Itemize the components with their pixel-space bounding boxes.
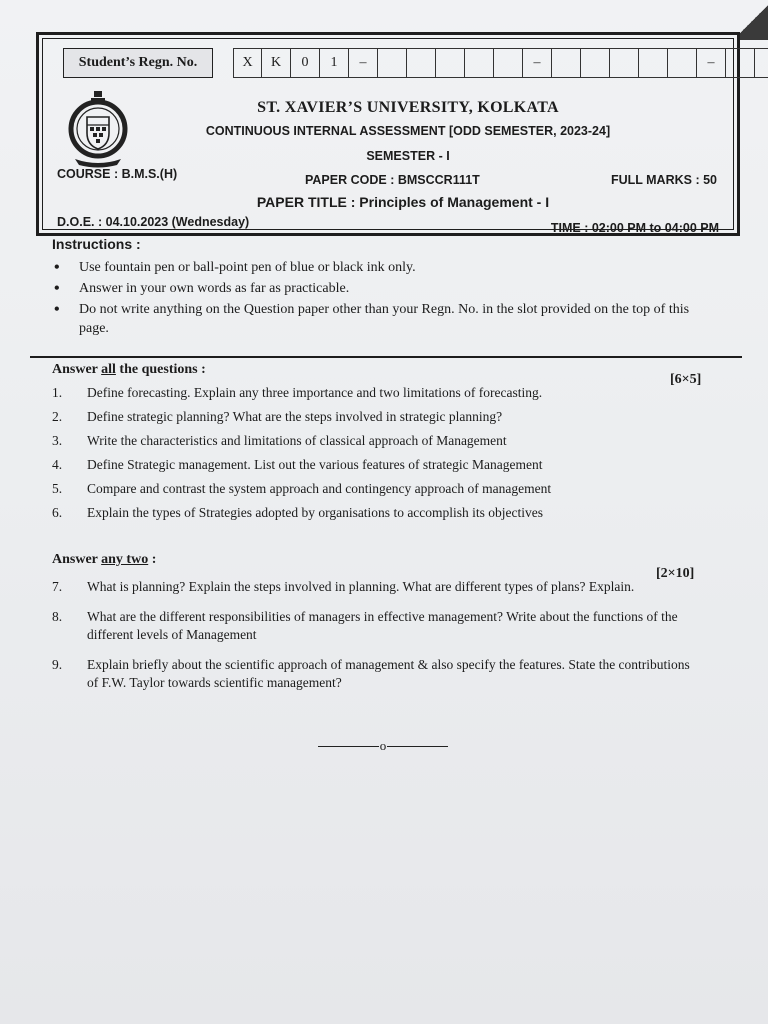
section-a-marks: [6×5] [670,372,702,387]
date-of-exam: D.O.E. : 04.10.2023 (Wednesday) [57,215,250,229]
question-item [52,432,692,450]
exam-time: TIME : 02:00 PM to 04:00 PM [550,221,719,235]
section-b-heading-post: : [148,552,157,567]
paper-title-label: PAPER TITLE : [256,194,356,210]
question-number: 3. [52,433,63,448]
question-item [52,384,692,402]
question-text: What are the different responsibilities of managers in effective management? Write about the functions of the different levels of Management [87,609,678,642]
question-text: Write the characteristics and limitations of classical approach of Management [87,433,507,448]
exam-header-inner [42,38,734,235]
question-number: 5. [52,481,63,496]
question-item [52,608,692,644]
instruction-item: • Do not write anything on the Question paper other than your Regn. No. in the slot provided on the top of this page. [52,300,722,338]
question-number: 6. [52,505,63,520]
question-number: 7. [52,579,63,594]
regn-cell [494,48,523,78]
question-item [52,504,692,522]
question-number: 1. [52,385,63,400]
end-circle: o [379,738,387,753]
registration-number-row [63,48,768,78]
regn-cell: K [262,48,291,78]
regn-cell [436,48,465,78]
end-of-paper-mark [318,738,448,754]
section-b-heading [52,552,156,568]
question-number: 2. [52,409,63,424]
regn-cell: 0 [291,48,320,78]
regn-cell: – [523,48,552,78]
registration-cells [233,48,768,78]
paper-title-value: Principles of Management - I [359,194,550,210]
instructions-list [52,258,722,340]
paper-code: PAPER CODE : BMSCCR111T [305,173,480,187]
question-text: Define strategic planning? What are the steps involved in strategic planning? [87,409,503,424]
question-text: What is planning? Explain the steps involved in planning. What are different types of plans? Explain. [87,579,635,594]
full-marks: FULL MARKS : 50 [610,173,717,187]
section-a-heading-post: the questions : [115,362,206,377]
regn-cell [552,48,581,78]
assessment-title: CONTINUOUS INTERNAL ASSESSMENT [ODD SEMESTER, 2023-24] [205,124,611,138]
end-line-left [318,746,379,747]
question-number: 4. [52,457,63,472]
section-a-heading-pre: Answer [52,362,102,377]
section-a-questions [52,384,692,528]
registration-label: Student’s Regn. No. [63,48,213,78]
regn-cell [755,48,768,78]
section-b-heading-pre: Answer [52,552,102,567]
regn-cell: 1 [320,48,349,78]
question-number: 8. [52,609,63,624]
instruction-item: • Answer in your own words as far as practicable. [52,279,722,298]
question-text: Define Strategic management. List out the various features of strategic Management [87,457,543,472]
question-text: Compare and contrast the system approach and contingency approach of management [87,481,552,496]
section-a-heading-emphasis: all [101,362,116,377]
exam-header-box [36,32,740,236]
question-text: Explain briefly about the scientific approach of management & also specify the features. State the contributions of F.W. Taylor towards scientific management? [87,657,690,690]
regn-cell [610,48,639,78]
end-line-right [387,746,448,747]
instruction-item: • Use fountain pen or ball-point pen of blue or black ink only. [52,258,722,277]
paper-title [43,194,733,210]
regn-cell: X [233,48,262,78]
university-name: ST. XAVIER’S UNIVERSITY, KOLKATA [257,99,559,116]
course: COURSE : B.M.S.(H) [57,167,178,181]
question-item [52,480,692,498]
section-b-questions [52,578,692,704]
section-b-marks: [2×10] [656,566,695,581]
question-item [52,408,692,426]
divider [30,356,742,358]
question-item [52,578,692,596]
regn-cell [378,48,407,78]
question-number: 9. [52,657,63,672]
section-b-heading-emphasis: any two [101,552,149,567]
instructions-heading: Instructions : [52,236,141,252]
background-corner [738,0,768,40]
regn-cell [407,48,436,78]
regn-cell [465,48,494,78]
question-item [52,656,692,692]
question-item [52,456,692,474]
section-a-heading [52,362,206,378]
question-text: Explain the types of Strategies adopted by organisations to accomplish its objectives [87,505,544,520]
regn-cell: – [697,48,726,78]
semester: SEMESTER - I [366,149,450,163]
regn-cell [581,48,610,78]
regn-cell [726,48,755,78]
regn-cell [668,48,697,78]
regn-cell: – [349,48,378,78]
regn-cell [639,48,668,78]
question-text: Define forecasting. Explain any three importance and two limitations of forecasting. [87,385,543,400]
